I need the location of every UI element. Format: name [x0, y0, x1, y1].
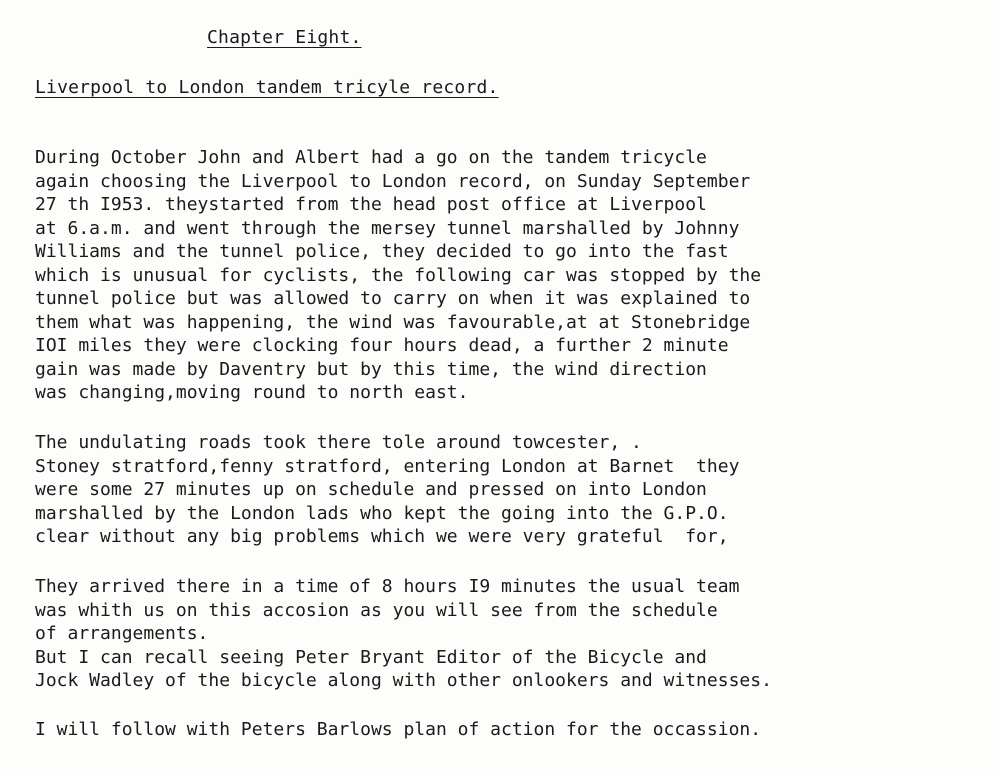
text-line: were some 27 minutes up on schedule and pressed on into London — [35, 479, 707, 500]
text-line: was whith us on this accosion as you will see from the schedule — [35, 599, 718, 621]
text-line: The undulating roads took there tole around towcester, . — [35, 432, 642, 453]
text-line: clear without any big problems which we were very grateful for, — [35, 526, 729, 547]
text-line: IOI miles they were clocking four hours dead, a further 2 minute — [35, 335, 729, 356]
text-line: 27 th I953. theystarted from the head post office at Liverpool — [35, 194, 707, 215]
paragraph-2 — [35, 431, 985, 549]
text-line: But I can recall seeing Peter Bryant Editor of the Bicycle and — [35, 646, 707, 668]
document-subtitle: Liverpool to London tandem tricyle record. — [35, 77, 499, 98]
paragraph-1 — [35, 146, 985, 405]
text-line: Williams and the tunnel police, they decided to go into the fast — [35, 241, 729, 262]
text-line: was changing,moving round to north east. — [35, 382, 469, 403]
text-line: During October John and Albert had a go on the tandem tricycle — [35, 147, 707, 168]
text-line: tunnel police but was allowed to carry on when it was explained to — [35, 288, 751, 309]
text-line: I will follow with Peters Barlows plan of action for the occassion. — [35, 719, 762, 740]
text-line: Jock Wadley of the bicycle along with other onlookers and witnesses. — [35, 670, 772, 691]
text-line: of arrangements. — [35, 623, 209, 644]
text-line: marshalled by the London lads who kept the going into the G.P.O. — [35, 502, 729, 524]
chapter-title: Chapter Eight. — [207, 27, 362, 48]
text-line: gain was made by Daventry but by this time, the wind direction — [35, 358, 707, 380]
text-line: Stoney stratford,fenny stratford, entering London at Barnet they — [35, 455, 740, 477]
paragraph-3 — [35, 575, 985, 693]
text-line: again choosing the Liverpool to London record, on Sunday September — [35, 170, 751, 192]
text-line: They arrived there in a time of 8 hours I9 minutes the usual team — [35, 576, 740, 597]
text-line: which is unusual for cyclists, the following car was stopped by the — [35, 264, 762, 286]
text-line: them what was happening, the wind was favourable,at at Stonebridge — [35, 311, 751, 333]
paragraph-4 — [35, 718, 985, 742]
text-line: at 6.a.m. and went through the mersey tunnel marshalled by Johnny — [35, 217, 740, 239]
